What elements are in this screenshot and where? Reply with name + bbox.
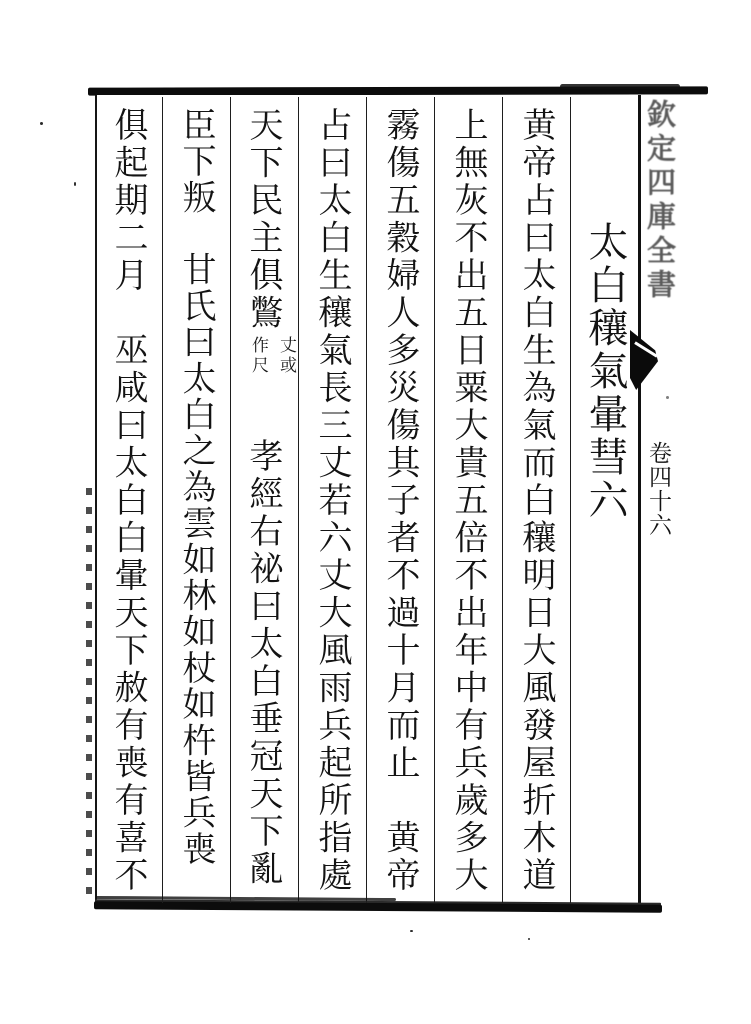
text-column-7: 俱起期二月 巫咸曰太白白暈天下赦有喪有喜不	[95, 97, 163, 903]
scan-speck	[40, 122, 43, 125]
text-column-4: 占曰太白生穰氣長三丈若六丈大風雨兵起所指處	[299, 97, 367, 903]
running-title: 欽定四庫全書	[643, 99, 677, 303]
scan-speck	[410, 930, 413, 932]
scan-speck	[666, 396, 669, 399]
left-edge-noise	[86, 488, 92, 906]
interlinear-note-right: 丈或	[276, 336, 296, 376]
interlinear-note-left: 作尺	[248, 336, 268, 376]
text-column-5-continued: 孝經右祕曰太白垂冠天下亂	[243, 438, 283, 888]
text-column-5	[231, 97, 299, 903]
text-column-2: 上無灰不出五日粟大貴五倍不出年中有兵歲多大	[435, 97, 503, 903]
text-column-6: 臣下叛 甘氏曰太白之為雲如林如杖如杵皆兵喪	[163, 97, 231, 903]
ink-smudge	[560, 84, 680, 89]
scan-speck	[528, 938, 530, 940]
section-title: 太白穰氣暈彗六	[582, 221, 628, 522]
interlinear-note	[246, 336, 298, 416]
scan-speck	[74, 182, 76, 186]
text-column-5-main: 天下民主俱鷩	[243, 107, 283, 332]
text-column-1: 黄帝占曰太白生為氣而白穰明日大風發屋折木道	[503, 97, 571, 903]
text-column-3: 霧傷五穀婦人多災傷其子者不過十月而止 黄帝	[367, 97, 435, 903]
volume-label: 卷四十六	[645, 441, 671, 537]
